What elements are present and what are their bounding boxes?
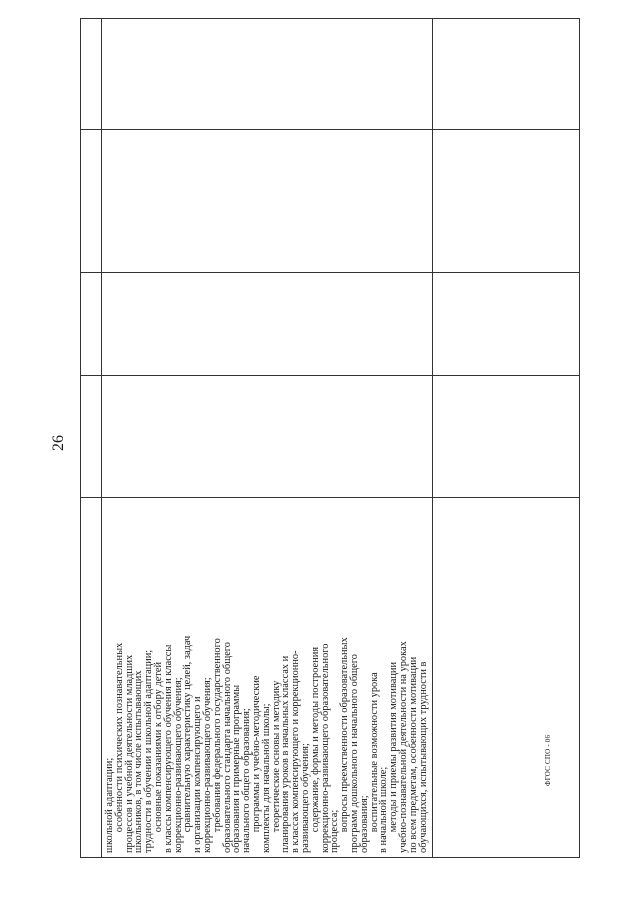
content-line: обучающихся, испытывающих трудности в — [417, 661, 429, 853]
content-line: сравнительную характеристику целей, задач — [182, 635, 194, 853]
content-line: теоретические основы и методику — [270, 680, 282, 853]
content-line: развивающего обучения; — [299, 743, 311, 853]
page-number: 26 — [50, 435, 67, 451]
content-line: учебно-познавательной деятельности на уроках — [397, 641, 409, 853]
footer-code: ФГОС СПО - 06 — [544, 734, 552, 786]
content-line: программ дошкольного и начального общего — [348, 654, 360, 853]
content-line: содержание, формы и методы построения — [309, 646, 321, 853]
content-line: методы и приемы развития мотивации — [388, 661, 400, 853]
content-line: и организации компенсирующего и — [192, 696, 204, 853]
table — [80, 18, 580, 858]
content-line: образования и примерные программы — [231, 684, 243, 853]
content-line: в начальной школе; — [378, 766, 390, 853]
content-line: вопросы преемственности образовательных — [339, 637, 351, 853]
content-line: процессов и учебной деятельности младших — [123, 654, 135, 853]
content-line: трудности в обучении и школьной адаптации; — [143, 649, 155, 853]
content-line: основные показаниями к отбору детей — [152, 661, 164, 853]
table-divider — [101, 19, 102, 857]
table-divider — [81, 129, 579, 130]
content-line: требования федерального государственного — [211, 638, 223, 853]
content-line: коррекционно-развивающего обучения; — [172, 677, 184, 853]
content-line: образовательного стандарта начального общего — [221, 641, 233, 853]
content-cell — [105, 379, 428, 853]
table-divider — [81, 272, 579, 273]
table-divider — [81, 375, 579, 376]
content-line: коррекционно-развивающего образовательного — [319, 643, 331, 853]
content-line: в классы компенсирующего обучения и классы — [162, 644, 174, 853]
content-line: школьной адаптации; — [104, 757, 115, 853]
content-line: начального общего образования; — [241, 708, 253, 853]
content-line: коррекционно-развивающего обучения; — [201, 677, 213, 853]
content-line: образования; — [358, 795, 370, 853]
content-line: программы и учебно-методические — [250, 675, 262, 853]
content-line: в классах компенсирующего и коррекционно- — [290, 650, 302, 853]
content-line: комплекты для начальной школы; — [260, 703, 272, 853]
content-line: планирования уроков в начальных классах и — [280, 655, 292, 853]
content-line: школьников, в том числе испытывающих — [133, 670, 145, 853]
content-line: по всем предметам, особенности мотивации — [407, 656, 419, 853]
content-line: воспитательные возможности урока — [368, 672, 380, 853]
content-line: процесса; — [329, 809, 341, 853]
content-line: особенности психических познавательных — [113, 642, 125, 853]
table-divider — [432, 19, 433, 857]
